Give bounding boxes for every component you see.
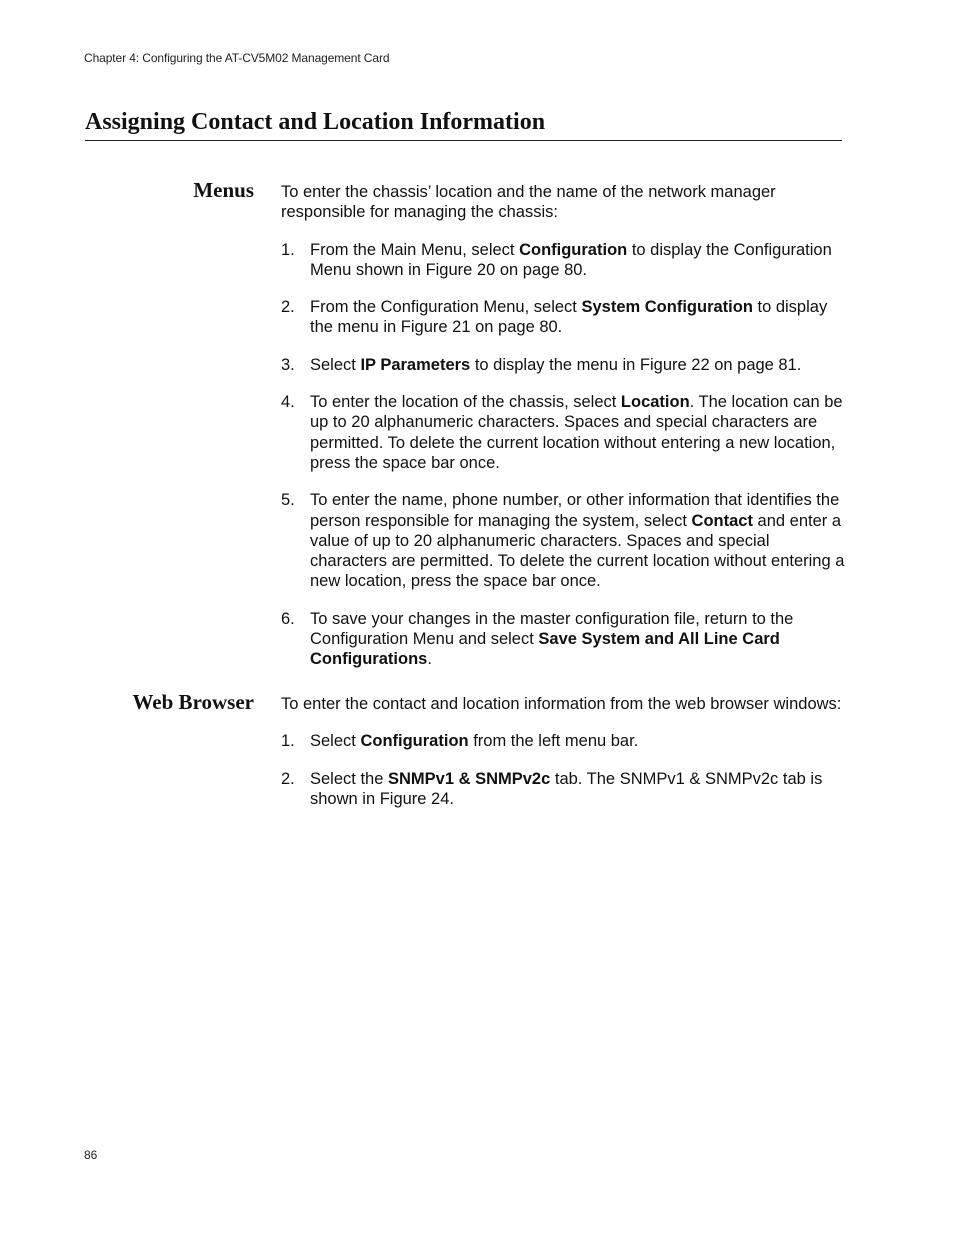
list-item: 6. To save your changes in the master configuration file, return to the Configuration Menu and select Save System and All Line Card Configurations. [281,609,794,669]
step-number: 2. [281,769,295,788]
list-item: 2. From the Configuration Menu, select System Configuration to display the menu in Figure 21 on page 80. [281,298,828,337]
step-number: 6. [281,609,295,628]
step-number: 1. [281,240,295,259]
step-number: 5. [281,491,295,510]
title-rule [85,140,842,141]
ui-term: Configuration [519,240,628,259]
list-item: 3. Select IP Parameters to display the menu in Figure 22 on page 81. [281,355,802,374]
ui-term: SNMPv1 & SNMPv2c [387,769,551,788]
running-header: Chapter 4: Configuring the AT-CV5M02 Management Card [84,51,390,65]
web-browser-intro: To enter the contact and location information from the web browser windows: [281,695,842,713]
ui-term: System Configuration [581,298,753,317]
web-browser-section [281,694,846,809]
menus-heading: Menus [193,178,254,202]
menus-section [281,182,846,670]
ui-term: Configuration [360,732,469,751]
section-title: Assigning Contact and Location Information [85,109,546,135]
web-browser-heading: Web Browser [132,690,254,714]
ui-term: Save System and All Line Card Configurations [310,630,780,669]
step-number: 2. [281,298,295,317]
list-item: 5. To enter the name, phone number, or other information that identifies the person responsible for managing the system, select Contact and enter a value of up to 20 alphanumeric characters. Spaces and special characters are permitted. To delete the current location without entering a new location, press the space bar once. [281,491,845,591]
step-number: 4. [281,393,295,412]
web-browser-steps [281,731,846,809]
ui-term: Contact [691,511,753,530]
list-item: 1. From the Main Menu, select Configuration to display the Configuration Menu shown in Figure 20 on page 80. [281,240,832,279]
ui-term: Location [620,393,690,412]
step-number: 3. [281,355,295,374]
list-item: 1. Select Configuration from the left menu bar. [281,732,639,751]
step-number: 1. [281,732,295,751]
list-item: 4. To enter the location of the chassis, select Location. The location can be up to 20 alphanumeric characters. Spaces and special characters are permitted. To delete the current location without entering a new location, press the space bar once. [281,393,843,472]
menus-intro: To enter the chassis’ location and the name of the network manager responsible for managing the chassis: [281,183,776,222]
ui-term: IP Parameters [360,355,471,374]
menus-steps [281,240,846,670]
list-item: 2. Select the SNMPv1 & SNMPv2c tab. The SNMPv1 & SNMPv2c tab is shown in Figure 24. [281,769,823,808]
page-number: 86 [84,1148,98,1162]
